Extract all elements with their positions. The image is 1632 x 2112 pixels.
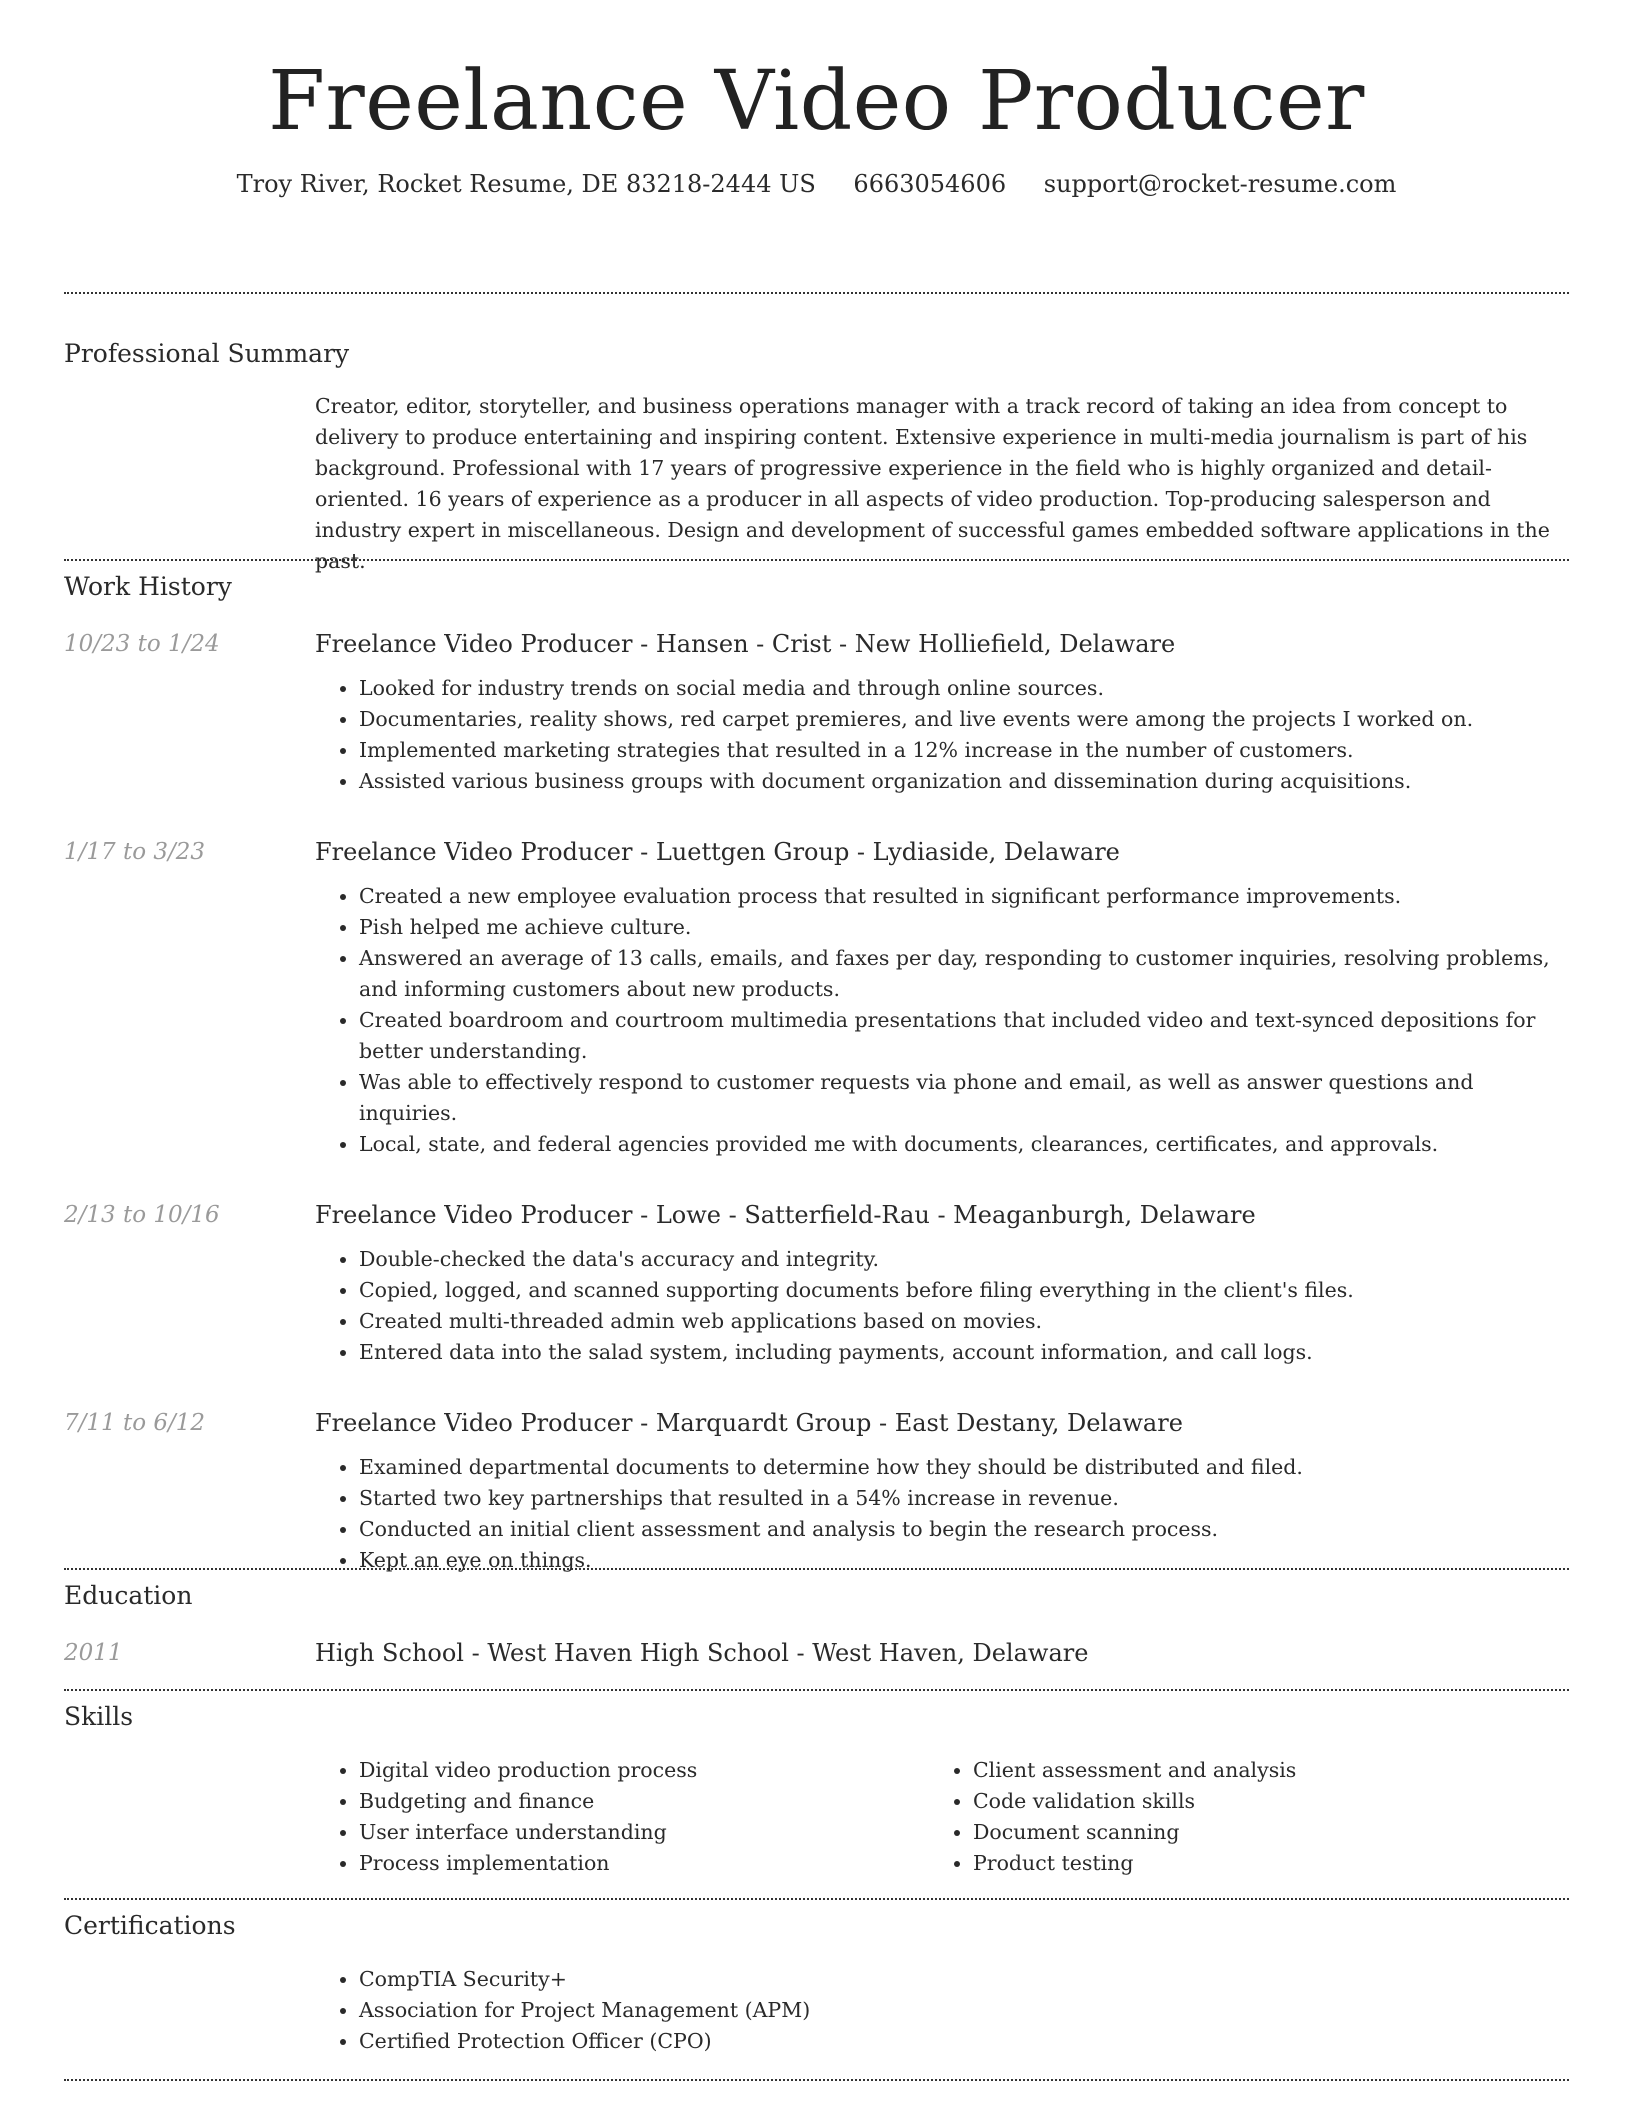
list-item: • CompTIA Security+ [359, 1964, 1569, 1995]
job-heading: Freelance Video Producer - Marquardt Group - East Destany, Delaware [315, 1409, 1183, 1437]
summary-heading: Professional Summary [64, 339, 350, 368]
list-item: • Created a new employee evaluation process that resulted in significant performance improvements. [359, 881, 1569, 912]
list-item: • Looked for industry trends on social media and through online sources. [359, 673, 1569, 704]
list-item: • Was able to effectively respond to customer requests via phone and email, as well as answer questions and inquiries. [359, 1067, 1569, 1129]
job-date: 10/23 to 1/24 [64, 631, 220, 657]
job-date: 7/11 to 6/12 [64, 1410, 206, 1436]
contact-address: Troy River, Rocket Resume, DE 83218-2444 US [236, 170, 816, 198]
list-item: • Digital video production process [359, 1755, 929, 1786]
certifications-heading: Certifications [64, 1911, 236, 1940]
list-item: • Assisted various business groups with document organization and dissemination during acquisitions. [359, 766, 1569, 797]
list-item: • Conducted an initial client assessment and analysis to begin the research process. [359, 1514, 1569, 1545]
work-history-heading: Work History [64, 572, 232, 601]
list-item: • Local, state, and federal agencies provided me with documents, clearances, certificates, and approvals. [359, 1129, 1569, 1160]
job-date: 1/17 to 3/23 [64, 839, 206, 865]
list-item: • Double-checked the data's accuracy and integrity. [359, 1244, 1569, 1275]
list-item: • Process implementation [359, 1848, 929, 1879]
list-item: • Pish helped me achieve culture. [359, 912, 1569, 943]
job-bullets [315, 673, 1569, 797]
skills-heading: Skills [64, 1702, 134, 1731]
job-heading: Freelance Video Producer - Luettgen Group - Lydiaside, Delaware [315, 838, 1120, 866]
job-bullets [315, 1452, 1569, 1576]
job-date: 2/13 to 10/16 [64, 1202, 220, 1228]
work-history-section [64, 561, 1569, 1572]
job-heading: Freelance Video Producer - Lowe - Satterfield-Rau - Meaganburgh, Delaware [315, 1201, 1256, 1229]
certifications-section [64, 1900, 1569, 2079]
certifications-list [315, 1964, 1569, 2057]
job-entry [64, 627, 1569, 797]
job-entry [64, 1198, 1569, 1368]
list-item: • Code validation skills [973, 1786, 1543, 1817]
list-item: • Answered an average of 13 calls, emails, and faxes per day, responding to customer inquiries, resolving problems, and informing customers about new products. [359, 943, 1569, 1005]
list-item: • Examined departmental documents to determine how they should be distributed and filed. [359, 1452, 1569, 1483]
list-item: • Created multi-threaded admin web applications based on movies. [359, 1306, 1569, 1337]
divider [64, 2079, 1569, 2081]
job-entry [64, 835, 1569, 1160]
list-item: • Documentaries, reality shows, red carpet premieres, and live events were among the projects I worked on. [359, 704, 1569, 735]
list-item: • Document scanning [973, 1817, 1543, 1848]
education-heading: Education [64, 1581, 193, 1610]
skills-section [64, 1691, 1569, 1898]
education-entry [64, 1636, 1569, 1670]
list-item: • Copied, logged, and scanned supporting documents before filing everything in the client's files. [359, 1275, 1569, 1306]
job-heading: Freelance Video Producer - Hansen - Crist - New Holliefield, Delaware [315, 630, 1176, 658]
resume-header [64, 0, 1569, 242]
list-item: • Certified Protection Officer (CPO) [359, 2026, 1569, 2057]
job-bullets [315, 1244, 1569, 1368]
summary-section [64, 294, 1569, 573]
skills-column [315, 1755, 929, 1879]
skills-column [929, 1755, 1543, 1879]
list-item: • User interface understanding [359, 1817, 929, 1848]
page-title: Freelance Video Producer [268, 54, 1365, 149]
list-item: • Client assessment and analysis [973, 1755, 1543, 1786]
education-section [64, 1570, 1569, 1689]
list-item: • Product testing [973, 1848, 1543, 1879]
list-item: • Kept an eye on things. [359, 1545, 1569, 1576]
list-item: • Implemented marketing strategies that resulted in a 12% increase in the number of customers. [359, 735, 1569, 766]
contact-line [64, 168, 1569, 200]
contact-email: support@rocket-resume.com [1043, 170, 1397, 198]
list-item: • Budgeting and finance [359, 1786, 929, 1817]
list-item: • Created boardroom and courtroom multimedia presentations that included video and text-synced depositions for better understanding. [359, 1005, 1569, 1067]
list-item: • Started two key partnerships that resulted in a 54% increase in revenue. [359, 1483, 1569, 1514]
summary-text: Creator, editor, storyteller, and business operations manager with a track record of taking an idea from concept to delivery to produce entertaining and inspiring content. Extensive experience in multi-media journalism is part of his background. Professional with 17 years of progressive experience in the field who is highly organized and detail-oriented. 16 years of experience as a producer in all aspects of video production. Top-producing salesperson and industry expert in miscellaneous. Design and development of successful games embedded software applications in the past. [315, 394, 1550, 573]
job-bullets [315, 881, 1569, 1160]
education-date: 2011 [64, 1640, 123, 1666]
contact-phone: 6663054606 [853, 170, 1007, 198]
resume-page [64, 0, 1569, 2081]
job-entry [64, 1406, 1569, 1576]
education-heading-line: High School - West Haven High School - West Haven, Delaware [315, 1639, 1089, 1667]
skills-grid [315, 1755, 1569, 1879]
list-item: • Entered data into the salad system, including payments, account information, and call logs. [359, 1337, 1569, 1368]
list-item: • Association for Project Management (APM) [359, 1995, 1569, 2026]
